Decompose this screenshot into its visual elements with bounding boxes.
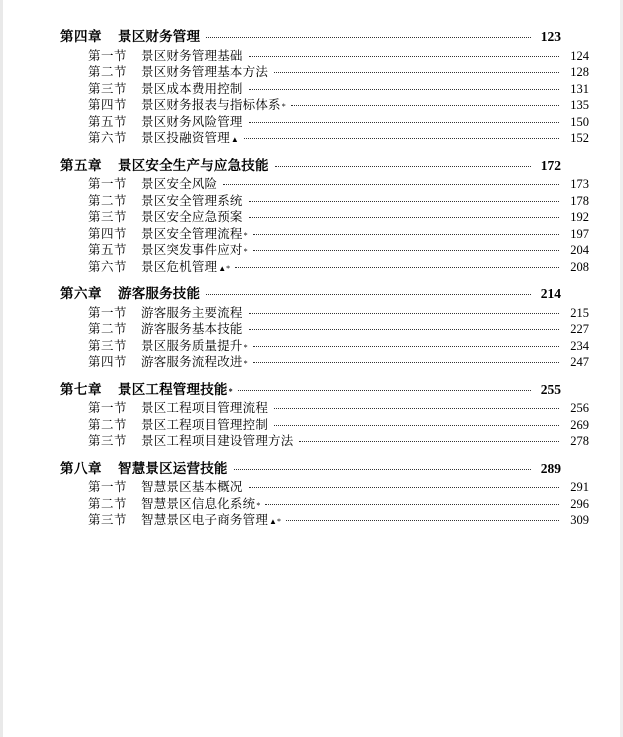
toc-section-entry[interactable]: 第五节 景区突发事件应对 * 204 — [88, 243, 589, 257]
toc-section-entry[interactable]: 第六节 景区投融资管理 ▲ 152 — [88, 131, 589, 145]
section-title: 景区财务报表与指标体系 — [141, 98, 281, 112]
dot-leader — [274, 425, 559, 426]
chapter-label: 第五章 — [60, 157, 102, 173]
toc-section-entry[interactable] — [60, 211, 589, 224]
section-title: 景区安全管理系统 — [141, 193, 243, 208]
dot-leader — [235, 267, 559, 268]
page-number: 289 — [540, 460, 561, 476]
page-number: 150 — [570, 114, 589, 129]
section-label: 第一节 — [88, 48, 128, 63]
section-title: 智慧景区信息化系统 — [141, 496, 256, 511]
page-number: 269 — [570, 417, 589, 432]
section-title: 游客服务基本技能 — [141, 322, 243, 336]
dot-leader — [253, 346, 559, 347]
page-number: 234 — [570, 338, 589, 353]
section-title: 景区投融资管理 — [141, 131, 230, 145]
dot-leader — [253, 250, 559, 251]
page-number: 204 — [570, 243, 589, 257]
section-label: 第四节 — [88, 98, 128, 112]
page-number: 172 — [540, 157, 561, 173]
toc-section-entry[interactable]: 第三节 景区服务质量提升 * 234 — [88, 338, 589, 353]
section-label: 第二节 — [88, 193, 128, 208]
dot-leader — [265, 504, 559, 505]
toc-chapter-block — [60, 29, 589, 145]
toc-chapter-entry[interactable] — [60, 159, 561, 173]
section-title: 景区服务质量提升 — [141, 338, 243, 353]
section-label: 第六节 — [88, 259, 128, 274]
page-number: 215 — [570, 305, 589, 320]
toc-chapter-block — [60, 460, 589, 527]
dot-leader — [286, 520, 559, 521]
section-title: 景区安全风险 — [141, 177, 218, 191]
dot-leader — [206, 37, 531, 38]
section-label: 第六节 — [88, 131, 128, 145]
dot-leader — [253, 362, 559, 363]
dot-leader — [249, 201, 559, 202]
toc-section-entry[interactable] — [60, 481, 589, 494]
dot-leader — [249, 217, 559, 218]
toc-chapter-entry[interactable]: 第七章 景区工程管理技能 * 255 — [60, 381, 561, 397]
toc-chapter-block — [60, 286, 589, 369]
page-number: 128 — [570, 65, 589, 79]
page-number: 227 — [570, 322, 589, 336]
dot-leader — [274, 72, 559, 73]
section-title: 景区财务风险管理 — [141, 114, 243, 129]
dot-leader — [275, 166, 531, 167]
section-title: 景区突发事件应对 — [141, 243, 243, 257]
toc-section-entry[interactable]: 第四节 游客服务流程改进 * 247 — [88, 355, 589, 369]
toc-chapter-block — [60, 381, 589, 448]
toc-chapter-entry[interactable] — [60, 462, 561, 476]
toc-section-entry[interactable] — [60, 83, 589, 96]
chapter-label: 第六章 — [60, 286, 102, 301]
page-number: 256 — [570, 401, 589, 415]
toc-section-entry[interactable] — [60, 435, 589, 448]
section-label: 第二节 — [88, 496, 128, 511]
toc-section-entry[interactable] — [60, 178, 589, 191]
section-label: 第一节 — [88, 177, 128, 191]
toc-section-entry[interactable] — [60, 66, 589, 79]
dot-leader — [291, 105, 559, 106]
dot-leader — [249, 487, 559, 488]
dot-leader — [253, 234, 559, 235]
section-label: 第一节 — [88, 401, 128, 415]
page-number: 278 — [570, 434, 589, 448]
chapter-title: 景区工程管理技能 — [118, 381, 228, 397]
page-number: 192 — [570, 210, 589, 224]
toc-chapter-entry[interactable] — [60, 30, 561, 44]
page-number: 173 — [570, 177, 589, 191]
toc-section-entry[interactable]: 第六节 景区危机管理 ▲* 208 — [88, 259, 589, 274]
section-title: 景区工程项目管理控制 — [141, 417, 269, 432]
dot-leader — [274, 408, 559, 409]
section-label: 第五节 — [88, 114, 128, 129]
section-label: 第一节 — [88, 305, 128, 320]
section-title: 景区财务管理基本方法 — [141, 65, 269, 79]
section-label: 第三节 — [88, 338, 128, 353]
page-number: 135 — [570, 98, 589, 112]
section-label: 第一节 — [88, 480, 128, 494]
toc-chapter-entry[interactable] — [60, 287, 561, 301]
dot-leader — [249, 122, 559, 123]
page-number: 178 — [570, 193, 589, 208]
page-number: 291 — [570, 480, 589, 494]
toc-section-entry[interactable]: 第四节 景区安全管理流程 * 197 — [88, 226, 589, 241]
page-number: 124 — [570, 48, 589, 63]
chapter-label: 第八章 — [60, 460, 102, 476]
section-title: 景区工程项目管理流程 — [141, 401, 269, 415]
page-number: 197 — [570, 226, 589, 241]
page-number: 152 — [570, 131, 589, 145]
table-of-contents — [60, 29, 589, 527]
section-label: 第五节 — [88, 243, 128, 257]
section-title: 智慧景区电子商务管理 — [141, 513, 269, 527]
chapter-title: 景区财务管理 — [118, 29, 201, 44]
section-title: 游客服务主要流程 — [141, 305, 243, 320]
toc-section-entry[interactable]: 第三节 智慧景区电子商务管理 ▲* 309 — [88, 513, 589, 527]
toc-section-entry[interactable]: 第四节 景区财务报表与指标体系 * 135 — [88, 98, 589, 112]
section-label: 第三节 — [88, 210, 128, 224]
page-number: 208 — [570, 259, 589, 274]
section-label: 第三节 — [88, 81, 128, 96]
page-number: 214 — [540, 286, 561, 301]
toc-chapter-block — [60, 157, 589, 274]
section-label: 第四节 — [88, 226, 128, 241]
toc-section-entry[interactable] — [60, 116, 589, 129]
toc-section-entry[interactable]: 第二节 智慧景区信息化系统 * 296 — [88, 496, 589, 511]
section-title: 景区成本费用控制 — [141, 81, 243, 96]
dot-leader — [249, 56, 559, 57]
section-title: 景区工程项目建设管理方法 — [141, 434, 294, 448]
section-label: 第三节 — [88, 513, 128, 527]
toc-section-entry[interactable] — [60, 402, 589, 415]
toc-section-entry[interactable] — [60, 195, 589, 208]
section-label: 第三节 — [88, 434, 128, 448]
dot-leader — [234, 469, 531, 470]
dot-leader — [249, 329, 559, 330]
dot-leader — [299, 441, 559, 442]
section-title: 景区安全管理流程 — [141, 226, 243, 241]
toc-section-entry[interactable] — [60, 419, 589, 432]
dot-leader — [244, 138, 559, 139]
page-number: 309 — [570, 513, 589, 527]
section-label: 第四节 — [88, 355, 128, 369]
chapter-title: 智慧景区运营技能 — [118, 460, 228, 476]
page-number: 247 — [570, 355, 589, 369]
page-number: 131 — [570, 81, 589, 96]
section-title: 游客服务流程改进 — [141, 355, 243, 369]
toc-section-entry[interactable] — [60, 323, 589, 336]
section-label: 第二节 — [88, 322, 128, 336]
chapter-title: 游客服务技能 — [118, 286, 201, 301]
page-number: 255 — [540, 381, 561, 397]
dot-leader — [249, 89, 559, 90]
chapter-label: 第七章 — [60, 381, 102, 397]
toc-section-entry[interactable] — [60, 50, 589, 63]
toc-section-entry[interactable] — [60, 307, 589, 320]
dot-leader — [238, 390, 531, 391]
chapter-title: 景区安全生产与应急技能 — [118, 157, 269, 173]
chapter-label: 第四章 — [60, 29, 102, 44]
dot-leader — [223, 184, 559, 185]
section-title: 景区财务管理基础 — [141, 48, 243, 63]
section-label: 第二节 — [88, 417, 128, 432]
section-title: 智慧景区基本概况 — [141, 480, 243, 494]
page-left-edge — [0, 0, 3, 737]
section-title: 景区安全应急预案 — [141, 210, 243, 224]
section-label: 第二节 — [88, 65, 128, 79]
page-number: 123 — [540, 29, 561, 44]
dot-leader — [249, 313, 559, 314]
dot-leader — [206, 294, 531, 295]
page-number: 296 — [570, 496, 589, 511]
section-title: 景区危机管理 — [141, 259, 218, 274]
